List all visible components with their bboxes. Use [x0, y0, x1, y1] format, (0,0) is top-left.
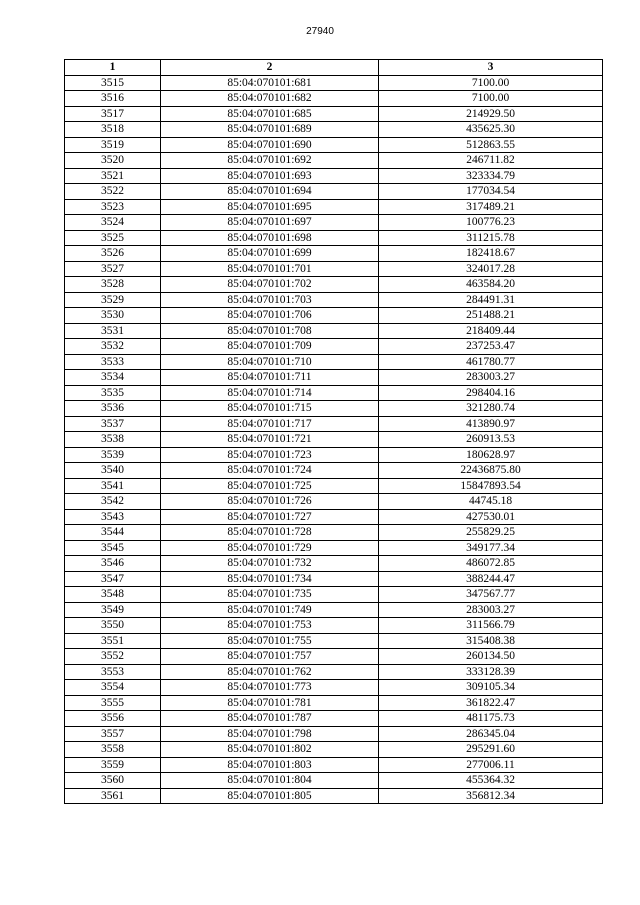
row-number-cell: 3552 [65, 649, 161, 665]
cadastral-number-cell: 85:04:070101:803 [161, 757, 379, 773]
row-number-cell: 3551 [65, 633, 161, 649]
table-row [65, 246, 603, 262]
row-number-cell: 3547 [65, 571, 161, 587]
table-row [65, 137, 603, 153]
value-cell: 315408.38 [379, 633, 603, 649]
table-row [65, 91, 603, 107]
row-number-cell: 3524 [65, 215, 161, 231]
value-cell: 347567.77 [379, 587, 603, 603]
cadastral-number-cell: 85:04:070101:728 [161, 525, 379, 541]
row-number-cell: 3530 [65, 308, 161, 324]
value-cell: 311215.78 [379, 230, 603, 246]
table-row [65, 261, 603, 277]
row-number-cell: 3517 [65, 106, 161, 122]
value-cell: 323334.79 [379, 168, 603, 184]
value-cell: 284491.31 [379, 292, 603, 308]
cadastral-number-cell: 85:04:070101:681 [161, 75, 379, 91]
row-number-cell: 3525 [65, 230, 161, 246]
row-number-cell: 3523 [65, 199, 161, 215]
table-row [65, 122, 603, 138]
cadastral-number-cell: 85:04:070101:755 [161, 633, 379, 649]
row-number-cell: 3548 [65, 587, 161, 603]
value-cell: 413890.97 [379, 416, 603, 432]
table-row [65, 168, 603, 184]
value-cell: 260913.53 [379, 432, 603, 448]
cadastral-number-cell: 85:04:070101:802 [161, 742, 379, 758]
table-row [65, 649, 603, 665]
table-row [65, 571, 603, 587]
table-row [65, 556, 603, 572]
cadastral-number-cell: 85:04:070101:721 [161, 432, 379, 448]
value-cell: 260134.50 [379, 649, 603, 665]
cadastral-number-cell: 85:04:070101:749 [161, 602, 379, 618]
table-row [65, 215, 603, 231]
table-row [65, 726, 603, 742]
cadastral-number-cell: 85:04:070101:735 [161, 587, 379, 603]
row-number-cell: 3560 [65, 773, 161, 789]
value-cell: 435625.30 [379, 122, 603, 138]
cadastral-number-cell: 85:04:070101:714 [161, 385, 379, 401]
cadastral-number-cell: 85:04:070101:724 [161, 463, 379, 479]
table-row [65, 416, 603, 432]
cadastral-number-cell: 85:04:070101:694 [161, 184, 379, 200]
row-number-cell: 3521 [65, 168, 161, 184]
cadastral-number-cell: 85:04:070101:726 [161, 494, 379, 510]
cadastral-number-cell: 85:04:070101:804 [161, 773, 379, 789]
row-number-cell: 3516 [65, 91, 161, 107]
table-row [65, 618, 603, 634]
table-row [65, 478, 603, 494]
value-cell: 311566.79 [379, 618, 603, 634]
row-number-cell: 3527 [65, 261, 161, 277]
value-cell: 361822.47 [379, 695, 603, 711]
row-number-cell: 3537 [65, 416, 161, 432]
value-cell: 246711.82 [379, 153, 603, 169]
row-number-cell: 3543 [65, 509, 161, 525]
table-row [65, 153, 603, 169]
row-number-cell: 3536 [65, 401, 161, 417]
cadastral-number-cell: 85:04:070101:787 [161, 711, 379, 727]
value-cell: 283003.27 [379, 370, 603, 386]
cadastral-number-cell: 85:04:070101:699 [161, 246, 379, 262]
table-row [65, 633, 603, 649]
value-cell: 463584.20 [379, 277, 603, 293]
cadastral-number-cell: 85:04:070101:715 [161, 401, 379, 417]
table-row [65, 773, 603, 789]
value-cell: 356812.34 [379, 788, 603, 804]
cadastral-number-cell: 85:04:070101:805 [161, 788, 379, 804]
row-number-cell: 3556 [65, 711, 161, 727]
value-cell: 7100.00 [379, 91, 603, 107]
row-number-cell: 3553 [65, 664, 161, 680]
row-number-cell: 3528 [65, 277, 161, 293]
cadastral-number-cell: 85:04:070101:698 [161, 230, 379, 246]
table-row [65, 432, 603, 448]
row-number-cell: 3532 [65, 339, 161, 355]
table-row [65, 540, 603, 556]
value-cell: 44745.18 [379, 494, 603, 510]
cadastral-number-cell: 85:04:070101:695 [161, 199, 379, 215]
cadastral-number-cell: 85:04:070101:709 [161, 339, 379, 355]
table-row [65, 788, 603, 804]
cadastral-number-cell: 85:04:070101:685 [161, 106, 379, 122]
cadastral-number-cell: 85:04:070101:701 [161, 261, 379, 277]
table-row [65, 711, 603, 727]
header-row [65, 60, 603, 76]
cadastral-number-cell: 85:04:070101:723 [161, 447, 379, 463]
cadastral-number-cell: 85:04:070101:781 [161, 695, 379, 711]
table-row [65, 602, 603, 618]
value-cell: 486072.85 [379, 556, 603, 572]
row-number-cell: 3520 [65, 153, 161, 169]
row-number-cell: 3522 [65, 184, 161, 200]
value-cell: 7100.00 [379, 75, 603, 91]
table-row [65, 199, 603, 215]
value-cell: 481175.73 [379, 711, 603, 727]
value-cell: 333128.39 [379, 664, 603, 680]
value-cell: 277006.11 [379, 757, 603, 773]
row-number-cell: 3531 [65, 323, 161, 339]
cadastral-number-cell: 85:04:070101:682 [161, 91, 379, 107]
value-cell: 214929.50 [379, 106, 603, 122]
value-cell: 298404.16 [379, 385, 603, 401]
table-row [65, 742, 603, 758]
value-cell: 177034.54 [379, 184, 603, 200]
table-row [65, 447, 603, 463]
row-number-cell: 3515 [65, 75, 161, 91]
cadastral-number-cell: 85:04:070101:690 [161, 137, 379, 153]
table-row [65, 323, 603, 339]
value-cell: 237253.47 [379, 339, 603, 355]
value-cell: 255829.25 [379, 525, 603, 541]
table-row [65, 509, 603, 525]
value-cell: 180628.97 [379, 447, 603, 463]
table-row [65, 695, 603, 711]
column-header-1: 1 [65, 60, 161, 76]
table-row [65, 664, 603, 680]
row-number-cell: 3554 [65, 680, 161, 696]
row-number-cell: 3542 [65, 494, 161, 510]
value-cell: 182418.67 [379, 246, 603, 262]
cadastral-number-cell: 85:04:070101:725 [161, 478, 379, 494]
cadastral-number-cell: 85:04:070101:710 [161, 354, 379, 370]
row-number-cell: 3558 [65, 742, 161, 758]
cadastral-number-cell: 85:04:070101:762 [161, 664, 379, 680]
value-cell: 15847893.54 [379, 478, 603, 494]
row-number-cell: 3557 [65, 726, 161, 742]
table-row [65, 184, 603, 200]
row-number-cell: 3540 [65, 463, 161, 479]
cadastral-number-cell: 85:04:070101:711 [161, 370, 379, 386]
table-row [65, 401, 603, 417]
row-number-cell: 3555 [65, 695, 161, 711]
value-cell: 309105.34 [379, 680, 603, 696]
row-number-cell: 3535 [65, 385, 161, 401]
table-row [65, 463, 603, 479]
page-number: 27940 [306, 26, 334, 37]
row-number-cell: 3545 [65, 540, 161, 556]
value-cell: 295291.60 [379, 742, 603, 758]
row-number-cell: 3549 [65, 602, 161, 618]
table-row [65, 587, 603, 603]
value-cell: 286345.04 [379, 726, 603, 742]
cadastral-number-cell: 85:04:070101:693 [161, 168, 379, 184]
value-cell: 461780.77 [379, 354, 603, 370]
cadastral-number-cell: 85:04:070101:753 [161, 618, 379, 634]
row-number-cell: 3544 [65, 525, 161, 541]
table-row [65, 75, 603, 91]
row-number-cell: 3539 [65, 447, 161, 463]
cadastral-number-cell: 85:04:070101:692 [161, 153, 379, 169]
value-cell: 218409.44 [379, 323, 603, 339]
row-number-cell: 3533 [65, 354, 161, 370]
value-cell: 388244.47 [379, 571, 603, 587]
value-cell: 427530.01 [379, 509, 603, 525]
row-number-cell: 3541 [65, 478, 161, 494]
cadastral-number-cell: 85:04:070101:734 [161, 571, 379, 587]
cadastral-number-cell: 85:04:070101:732 [161, 556, 379, 572]
table-row [65, 385, 603, 401]
row-number-cell: 3529 [65, 292, 161, 308]
cadastral-number-cell: 85:04:070101:706 [161, 308, 379, 324]
table-row [65, 339, 603, 355]
table-row [65, 292, 603, 308]
column-header-2: 2 [161, 60, 379, 76]
value-cell: 455364.32 [379, 773, 603, 789]
cadastral-number-cell: 85:04:070101:702 [161, 277, 379, 293]
cadastral-number-cell: 85:04:070101:697 [161, 215, 379, 231]
value-cell: 321280.74 [379, 401, 603, 417]
table-row [65, 370, 603, 386]
table-row [65, 106, 603, 122]
column-header-3: 3 [379, 60, 603, 76]
table-row [65, 354, 603, 370]
value-cell: 324017.28 [379, 261, 603, 277]
cadastral-value-table [64, 59, 603, 804]
cadastral-number-cell: 85:04:070101:729 [161, 540, 379, 556]
row-number-cell: 3518 [65, 122, 161, 138]
row-number-cell: 3538 [65, 432, 161, 448]
table-body [65, 75, 603, 804]
cadastral-number-cell: 85:04:070101:717 [161, 416, 379, 432]
value-cell: 100776.23 [379, 215, 603, 231]
row-number-cell: 3561 [65, 788, 161, 804]
table-row [65, 494, 603, 510]
cadastral-number-cell: 85:04:070101:708 [161, 323, 379, 339]
cadastral-number-cell: 85:04:070101:703 [161, 292, 379, 308]
row-number-cell: 3534 [65, 370, 161, 386]
value-cell: 512863.55 [379, 137, 603, 153]
table-row [65, 525, 603, 541]
cadastral-number-cell: 85:04:070101:689 [161, 122, 379, 138]
value-cell: 251488.21 [379, 308, 603, 324]
value-cell: 22436875.80 [379, 463, 603, 479]
value-cell: 349177.34 [379, 540, 603, 556]
row-number-cell: 3550 [65, 618, 161, 634]
value-cell: 317489.21 [379, 199, 603, 215]
cadastral-number-cell: 85:04:070101:727 [161, 509, 379, 525]
row-number-cell: 3546 [65, 556, 161, 572]
table-row [65, 680, 603, 696]
cadastral-number-cell: 85:04:070101:798 [161, 726, 379, 742]
row-number-cell: 3559 [65, 757, 161, 773]
cadastral-number-cell: 85:04:070101:773 [161, 680, 379, 696]
row-number-cell: 3519 [65, 137, 161, 153]
table-row [65, 308, 603, 324]
value-cell: 283003.27 [379, 602, 603, 618]
table-row [65, 757, 603, 773]
row-number-cell: 3526 [65, 246, 161, 262]
cadastral-number-cell: 85:04:070101:757 [161, 649, 379, 665]
table-row [65, 277, 603, 293]
table-row [65, 230, 603, 246]
table-header [65, 60, 603, 76]
